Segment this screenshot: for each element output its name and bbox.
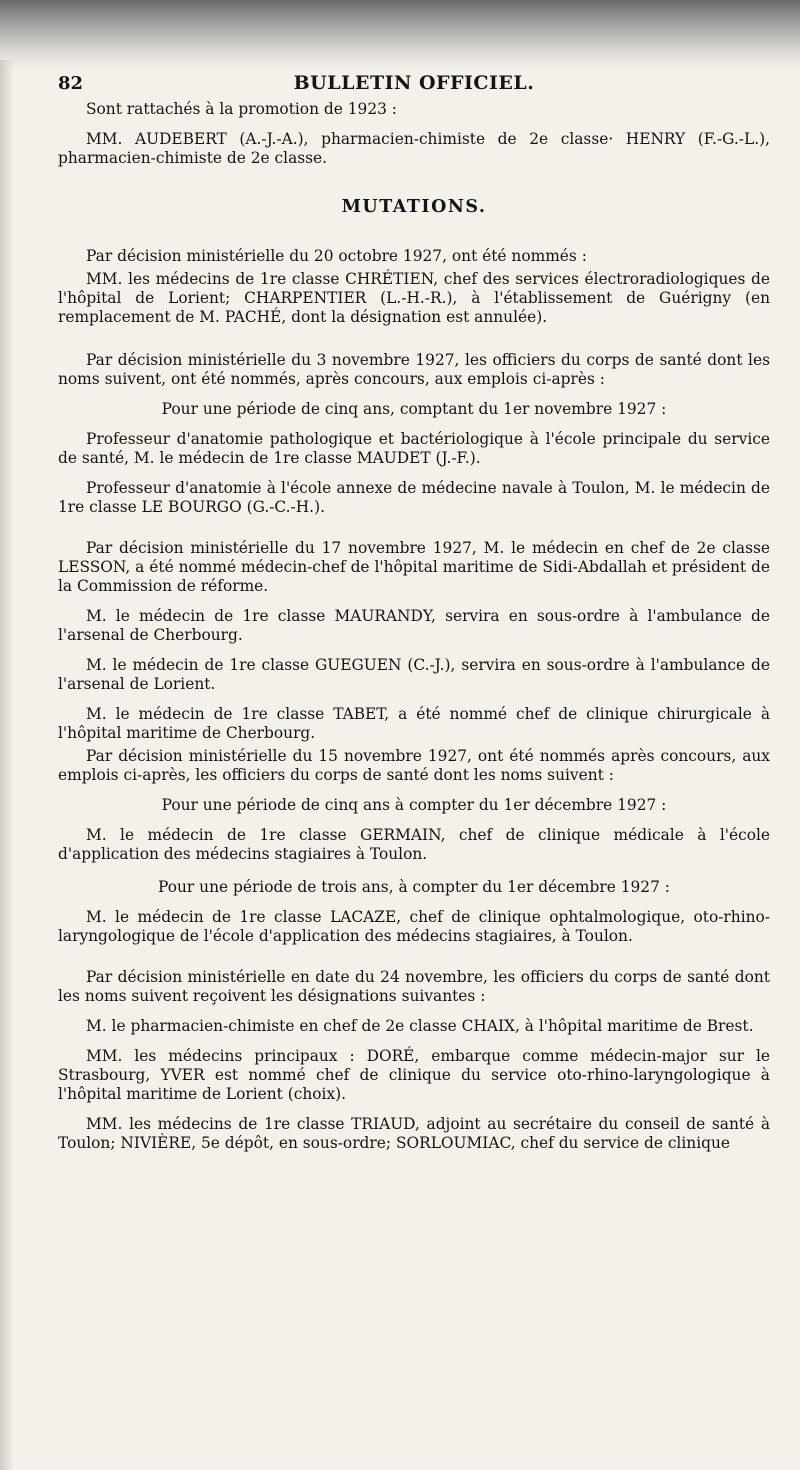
promotion-text: MM. AUDEBERT (A.-J.-A.), pharmacien-chimiste de 2e classe· HENRY (F.-G.-L.), pharmacien-chimiste de 2e classe.: [58, 130, 770, 167]
paragraph: M. le pharmacien-chimiste en chef de 2e classe CHAIX, à l'hôpital maritime de Brest.: [86, 1017, 754, 1035]
paragraph: MM. les médecins de 1re classe CHRÉTIEN, chef des services électroradiologiques de l'hôpital de Lorient; CHARPENTIER (L.-H.-R.), à l'établissement de Guérigny (en remplacement de M. PACHÉ, dont la désignation est annulée).: [58, 270, 770, 326]
paragraph: MM. les médecins de 1re classe TRIAUD, adjoint au secrétaire du conseil de santé à Toulon; NIVIÈRE, 5e dépôt, en sous-ordre; SORLOUMIAC, chef du service de clinique: [58, 1115, 770, 1152]
page-number: 82: [58, 73, 84, 94]
section-title: MUTATIONS.: [341, 197, 487, 217]
scan-left-shadow: [0, 60, 14, 1470]
promotion-intro: Sont rattachés à la promotion de 1923 :: [86, 100, 397, 118]
paragraph: Par décision ministérielle du 15 novembre 1927, ont été nommés après concours, aux emplois ci-après, les officiers du corps de santé dont les noms suivent :: [58, 747, 770, 784]
paragraph: Par décision ministérielle en date du 24 novembre, les officiers du corps de santé dont les noms suivent reçoivent les désignations suivantes :: [58, 968, 770, 1005]
paragraph: Par décision ministérielle du 3 novembre 1927, les officiers du corps de santé dont les noms suivent, ont été nommés, après concours, aux emplois ci-après :: [58, 351, 770, 388]
document-page: [58, 70, 770, 1164]
subheading: Pour une période de cinq ans à compter du 1er décembre 1927 :: [161, 796, 667, 814]
running-head: BULLETIN OFFICIEL.: [293, 72, 535, 94]
paragraph: M. le médecin de 1re classe LACAZE, chef de clinique ophtalmologique, oto-rhino-laryngologique de l'école d'application des médecins stagiaires, à Toulon.: [58, 908, 770, 945]
paragraph: Par décision ministérielle du 20 octobre 1927, ont été nommés :: [86, 247, 587, 265]
paragraph: Professeur d'anatomie à l'école annexe de médecine navale à Toulon, M. le médecin de 1re classe LE BOURGO (G.-C.-H.).: [58, 479, 770, 516]
paragraph: M. le médecin de 1re classe GERMAIN, chef de clinique médicale à l'école d'application des médecins stagiaires à Toulon.: [58, 826, 770, 863]
paragraph: Professeur d'anatomie pathologique et bactériologique à l'école principale du service de santé, M. le médecin de 1re classe MAUDET (J.-F.).: [58, 430, 770, 467]
paragraph: Par décision ministérielle du 17 novembre 1927, M. le médecin en chef de 2e classe LESSON, a été nommé médecin-chef de l'hôpital maritime de Sidi-Abdallah et président de la Commission de réforme.: [58, 539, 770, 595]
paragraph: M. le médecin de 1re classe GUEGUEN (C.-J.), servira en sous-ordre à l'ambulance de l'arsenal de Lorient.: [58, 656, 770, 693]
paragraph: M. le médecin de 1re classe TABET, a été nommé chef de clinique chirurgicale à l'hôpital maritime de Cherbourg.: [58, 705, 770, 742]
scan-edge-shadow: [0, 0, 800, 70]
paragraph: M. le médecin de 1re classe MAURANDY, servira en sous-ordre à l'ambulance de l'arsenal de Cherbourg.: [58, 607, 770, 644]
paragraph: MM. les médecins principaux : DORÉ, embarque comme médecin-major sur le Strasbourg, YVER est nommé chef de clinique du service oto-rhino-laryngologique à l'hôpital maritime de Lorient (choix).: [58, 1047, 770, 1103]
subheading: Pour une période de cinq ans, comptant du 1er novembre 1927 :: [161, 400, 667, 418]
subheading: Pour une période de trois ans, à compter du 1er décembre 1927 :: [158, 878, 670, 896]
page-header: [58, 70, 770, 100]
